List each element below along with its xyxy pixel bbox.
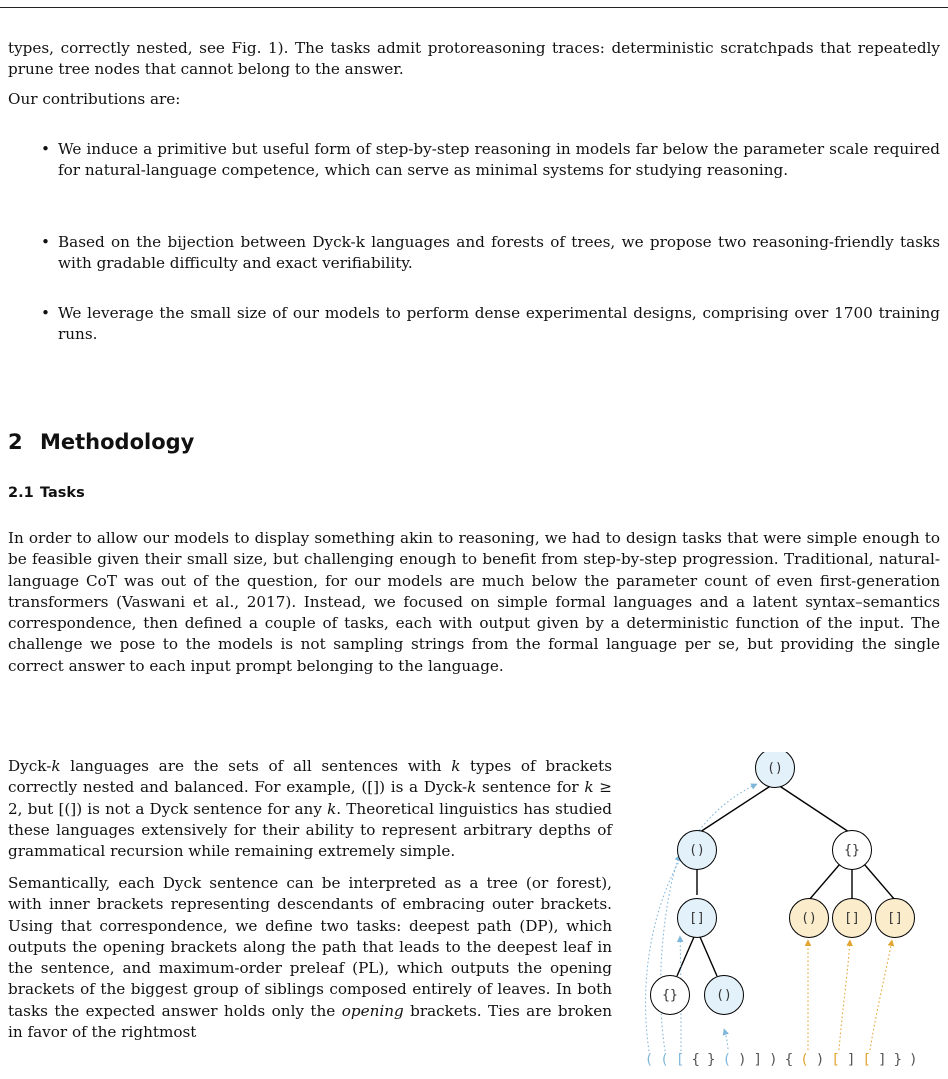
bracket-token: ) bbox=[815, 1052, 825, 1068]
bracket-token: { bbox=[784, 1052, 794, 1068]
node-g-label: {} bbox=[662, 988, 678, 1003]
bracket-token: } bbox=[893, 1052, 903, 1068]
node-d-label: () bbox=[801, 911, 817, 926]
bracket-token: [ bbox=[831, 1052, 840, 1068]
section-heading bbox=[8, 428, 194, 456]
contribution-item: • We leverage the small size of our models to perform dense experimental designs, comprising over 1700 training runs. bbox=[58, 303, 940, 346]
intro-paragraph: types, correctly nested, see Fig. 1). The tasks admit protoreasoning traces: deterministic scratchpads that repeatedly prune tree nodes that cannot belong to the answer. bbox=[8, 39, 940, 79]
contributions-lead: Our contributions are: bbox=[8, 90, 181, 108]
bracket-token: ] bbox=[846, 1052, 856, 1068]
subsection-title: Tasks bbox=[40, 485, 85, 501]
tree-node bbox=[651, 976, 690, 1015]
dyck-tree-figure bbox=[628, 752, 948, 1073]
bracket-token: ] bbox=[878, 1052, 887, 1068]
node-a-label: () bbox=[689, 843, 705, 858]
bracket-token: [ bbox=[862, 1052, 871, 1068]
node-root-label: () bbox=[767, 761, 783, 776]
semantics-paragraph: Semantically, each Dyck sentence can be interpreted as a tree (or forest), with inner brackets representing descendants of embracing outer brackets. Using that correspondence, we define two tasks: deepest path (DP), which outputs the opening brackets along the path that leads to the deepest leaf in the sentence, and maximum-order preleaf (PL), which outputs the opening brackets of the biggest group of siblings composed entirely of leaves. In both tasks the expected answer holds only the opening brackets. Ties are broken in favor of the rightmost bbox=[8, 874, 612, 1042]
tree-node bbox=[833, 899, 872, 938]
tree-node bbox=[756, 752, 795, 788]
bracket-token: ) bbox=[909, 1052, 918, 1068]
node-f-label: [] bbox=[887, 911, 903, 926]
tree-edges bbox=[677, 783, 895, 976]
contribution-item: • Based on the bijection between Dyck-k languages and forests of trees, we propose two reasoning-friendly tasks with gradable difficulty and exact verifiability. bbox=[58, 232, 940, 275]
node-c-label: [] bbox=[689, 911, 705, 926]
page-top-rule bbox=[0, 7, 948, 8]
node-e-label: [] bbox=[844, 911, 860, 926]
bracket-token: ( bbox=[660, 1052, 669, 1068]
node-b-label: {} bbox=[844, 843, 860, 858]
tree-node bbox=[876, 899, 915, 938]
tree-nodes bbox=[651, 752, 915, 1015]
tree-node bbox=[678, 831, 717, 870]
subsection-number: 2.1 bbox=[8, 485, 34, 501]
tree-node bbox=[790, 899, 829, 938]
bracket-token: [ bbox=[675, 1052, 685, 1068]
dyck-paragraph: Dyck-k languages are the sets of all sentences with k types of brackets correctly nested and balanced. For example, ([]) is a Dyck-k sentence for k ≥ 2, but [(]) is not a Dyck sentence for any k. Theoretical linguistics has studied these languages extensively for their ability to represent arbitrary depths of grammatical recursion while remaining extremely simple. bbox=[8, 757, 612, 861]
tree-node bbox=[833, 831, 872, 870]
bracket-token-row bbox=[645, 1052, 918, 1068]
bracket-token: ( bbox=[722, 1052, 732, 1068]
bracket-token: ) bbox=[769, 1052, 778, 1068]
dyck-tree-svg bbox=[628, 752, 948, 1073]
bracket-token: ( bbox=[644, 1052, 654, 1068]
node-h-label: () bbox=[716, 988, 732, 1003]
bracket-token: { bbox=[691, 1052, 700, 1068]
section-number: 2 bbox=[8, 430, 23, 454]
tree-node bbox=[705, 976, 744, 1015]
subsection-heading bbox=[8, 483, 85, 503]
tasks-paragraph: In order to allow our models to display something akin to reasoning, we had to design tasks that were simple enough to be feasible given their small size, but challenging enough to benefit from step-by-step progression. Traditional, natural-language CoT was out of the question, for our models are much below the parameter count of even first-generation transformers (Vaswani et al., 2017). Instead, we focused on simple formal languages and a latent syntax–semantics correspondence, then defined a couple of tasks, each with output given by a deterministic function of the input. The challenge we pose to the models is not sampling strings from the formal language per se, but providing the single correct answer to each input prompt belonging to the language. bbox=[8, 529, 940, 675]
bracket-token: } bbox=[706, 1052, 716, 1068]
bracket-token: ] bbox=[753, 1052, 763, 1068]
bracket-token: ) bbox=[738, 1052, 747, 1068]
contribution-item: • We induce a primitive but useful form of step-by-step reasoning in models far below the parameter scale required for natural-language competence, which can serve as minimal systems for studying reasoning. bbox=[58, 139, 940, 182]
tree-node bbox=[678, 899, 717, 938]
section-title: Methodology bbox=[40, 430, 195, 454]
bracket-token: ( bbox=[800, 1052, 809, 1068]
